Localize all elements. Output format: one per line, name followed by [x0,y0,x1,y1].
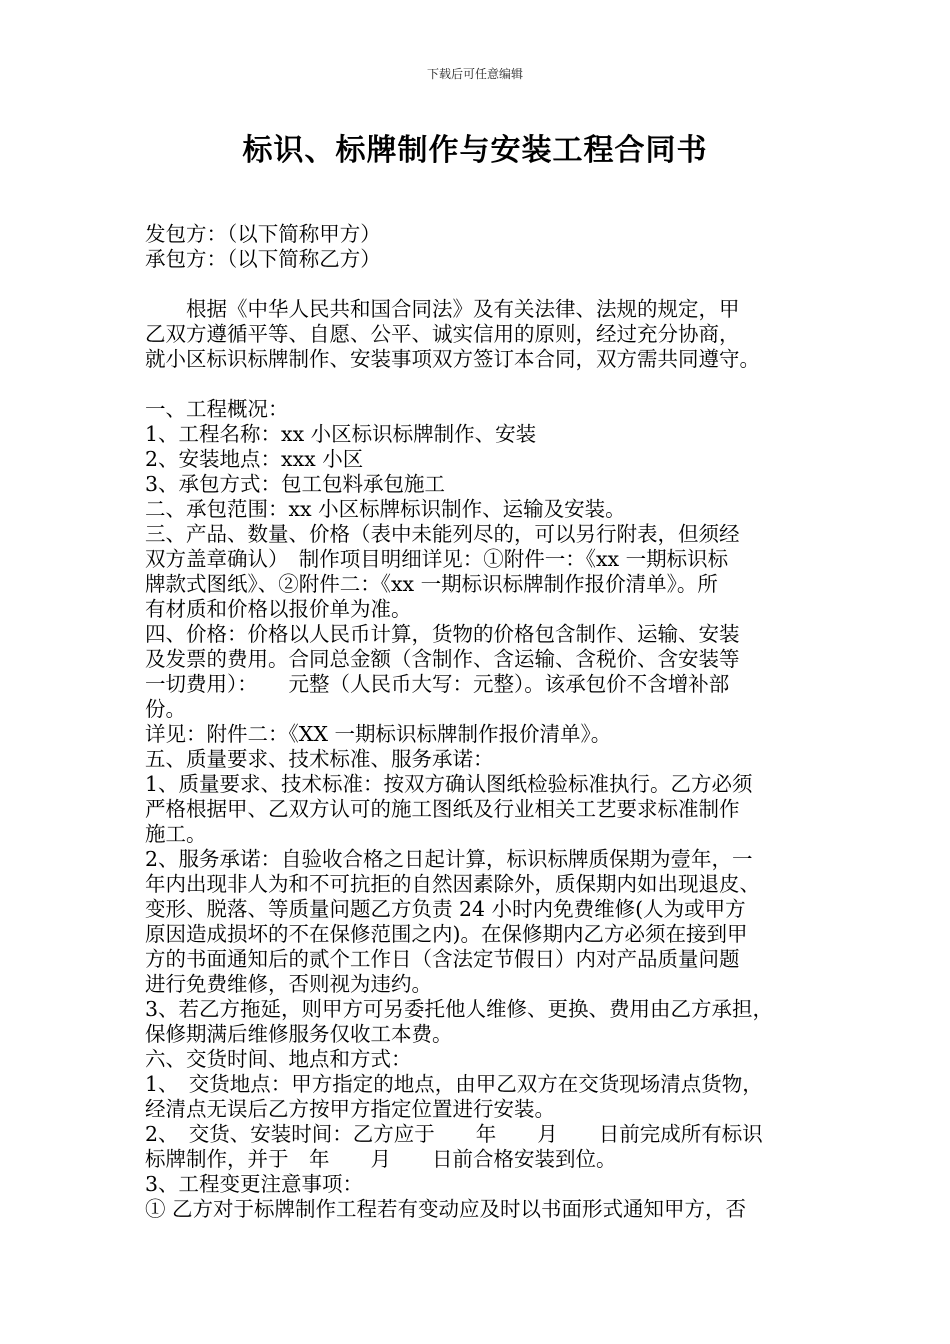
contract-body [145,222,825,1222]
preamble-line: 乙双方遵循平等、自愿、公平、诚实信用的原则，经过充分协商， [145,322,740,346]
blank-line [145,372,825,397]
section-heading: 四、价格：价格以人民币计算，货物的价格包含制作、运输、安装 [145,622,740,646]
section-heading: 三、产品、数量、价格（表中未能列尽的，可以另行附表，但须经 [145,522,740,546]
clause-line: 1、 交货地点：甲方指定的地点，由甲乙双方在交货现场清点货物， [145,1072,763,1096]
party-client: 发包方：（以下简称甲方） [145,222,381,246]
preamble-line: 就小区标识标牌制作、安装事项双方签订本合同，双方需共同遵守。 [145,347,760,371]
clause-line: 保修期满后维修服务仅收工本费。 [145,1022,453,1046]
clause-line: 一切费用）： 元整（人民币大写：元整）。该承包价不含增补部 [145,672,730,696]
clause-line: 牌款式图纸》、②附件二：《xx 一期标识标牌制作报价清单》。所 [145,572,718,596]
clause-line: 2、安装地点：xxx 小区 [145,447,364,471]
clause-line: 1、工程名称：xx 小区标识标牌制作、安装 [145,422,537,446]
section-heading: 五、质量要求、技术标准、服务承诺： [145,747,494,771]
clause-line: 3、承包方式：包工包料承包施工 [145,472,446,496]
party-contractor: 承包方：（以下简称乙方） [145,247,381,271]
header-note: 下载后可任意编辑 [426,67,523,81]
clause-line: 有材质和价格以报价单为准。 [145,597,412,621]
document-title: 标识、标牌制作与安装工程合同书 [242,133,708,168]
clause-line: 经清点无误后乙方按甲方指定位置进行安装。 [145,1097,555,1121]
clause-line: 进行免费维修，否则视为违约。 [145,972,432,996]
section-heading: 二、承包范围：xx 小区标牌标识制作、运输及安装。 [145,497,626,521]
clause-line: 变形、脱落、等质量问题乙方负责 24 小时内免费维修(人为或甲方 [145,897,746,921]
clause-line: 施工。 [145,822,207,846]
clause-line: 严格根据甲、乙双方认可的施工图纸及行业相关工艺要求标准制作 [145,797,740,821]
section-heading: 一、工程概况： [145,397,289,421]
clause-line: 双方盖章确认） 制作项目明细详见：①附件一：《xx 一期标识标 [145,547,729,571]
clause-line: 3、工程变更注意事项： [145,1172,364,1196]
clause-line: 2、服务承诺：自验收合格之日起计算，标识标牌质保期为壹年，一 [145,847,753,871]
clause-line: ① 乙方对于标牌制作工程若有变动应及时以书面形式通知甲方，否 [145,1197,747,1221]
clause-line: 年内出现非人为和不可抗拒的自然因素除外，质保期内如出现退皮、 [145,872,760,896]
clause-line: 方的书面通知后的贰个工作日（含法定节假日）内对产品质量问题 [145,947,740,971]
clause-line: 标牌制作，并于 年 月 日前合格安装到位。 [145,1147,617,1171]
clause-line: 3、若乙方拖延，则甲方可另委托他人维修、更换、费用由乙方承担， [145,997,774,1021]
clause-line: 及发票的费用。合同总金额（含制作、含运输、含税价、含安装等 [145,647,740,671]
preamble-line: 根据《中华人民共和国合同法》及有关法律、法规的规定，甲 [145,297,740,321]
clause-line: 1、质量要求、技术标准：按双方确认图纸检验标准执行。乙方必须 [145,772,753,796]
blank-line [145,272,825,297]
clause-line: 详见：附件二：《XX 一期标识标牌制作报价清单》。 [145,722,612,746]
section-heading: 六、交货时间、地点和方式： [145,1047,412,1071]
clause-line: 份。 [145,697,186,721]
clause-line: 2、 交货、安装时间：乙方应于 年 月 日前完成所有标识 [145,1122,763,1146]
clause-line: 原因造成损坏的不在保修范围之内)。在保修期内乙方必须在接到甲 [145,922,748,946]
